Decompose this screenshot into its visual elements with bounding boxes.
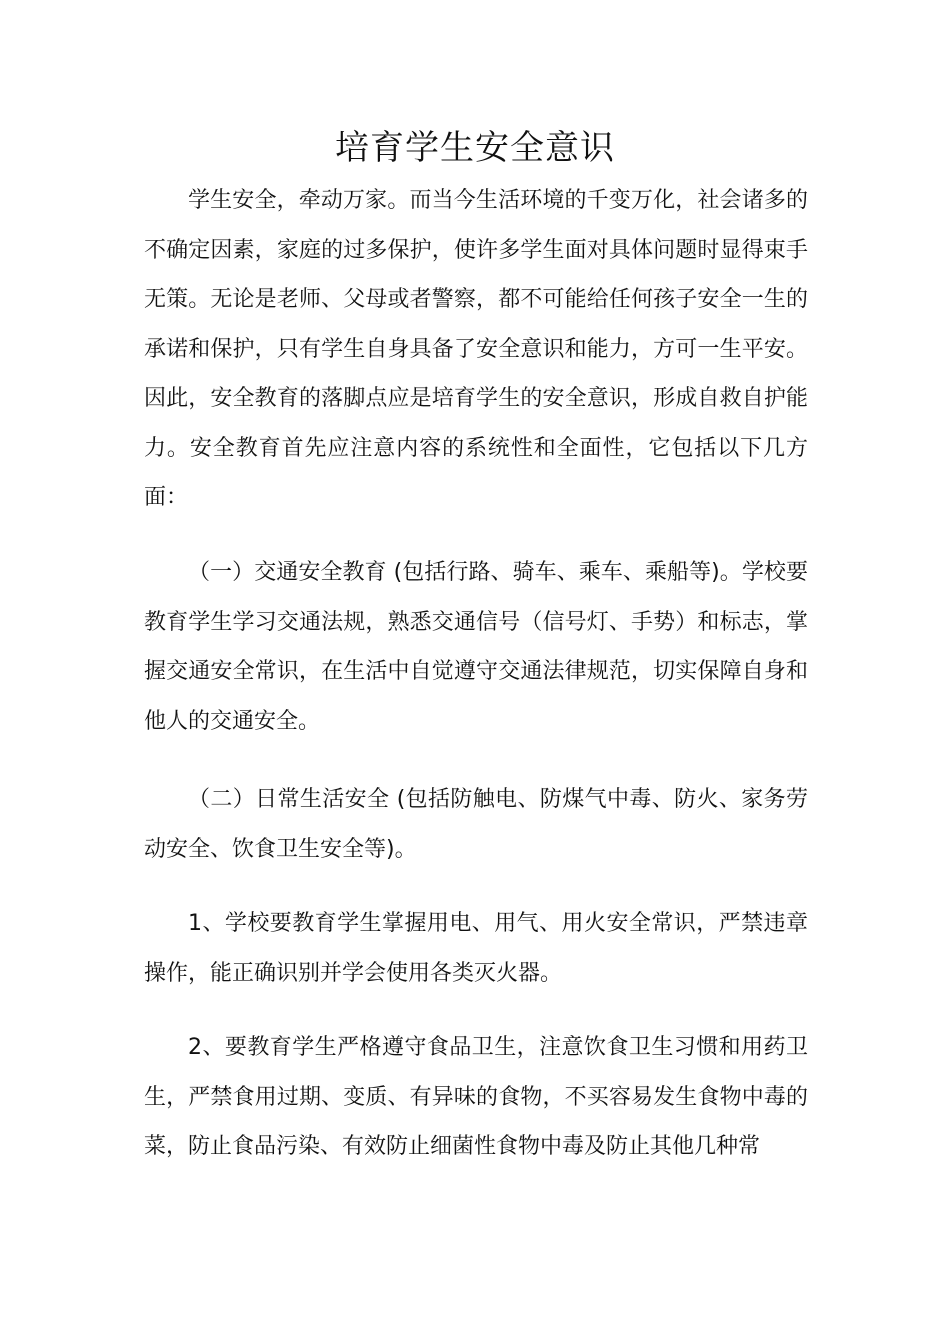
paragraph-item-1: 1、学校要教育学生掌握用电、用气、用火安全常识，严禁违章操作，能正确识别并学会使用各类灭火器。 [144,911,808,986]
paragraph-traffic-safety: （一）交通安全教育 (包括行路、骑车、乘车、乘船等)。学校要教育学生学习交通法规，熟悉交通信号（信号灯、手势）和标志，掌握交通安全常识，在生活中自觉遵守交通法律规范，切实保障自身和他人的交通安全。 [144,560,808,734]
paragraph-daily-life-safety: （二）日常生活安全 (包括防触电、防煤气中毒、防火、家务劳动安全、饮食卫生安全等)。 [144,787,808,862]
document-title: 培育学生安全意识 [335,128,615,168]
paragraph-intro: 学生安全，牵动万家。而当今生活环境的千变万化，社会诸多的不确定因素，家庭的过多保护，使许多学生面对具体问题时显得束手无策。无论是老师、父母或者警察，都不可能给任何孩子安全一生的承诺和保护，只有学生自身具备了安全意识和能力，方可一生平安。因此，安全教育的落脚点应是培育学生的安全意识，形成自救自护能力。安全教育首先应注意内容的系统性和全面性，它包括以下几方面： [144,188,808,510]
paragraph-item-2: 2、要教育学生严格遵守食品卫生，注意饮食卫生习惯和用药卫生，严禁食用过期、变质、有异味的食物，不买容易发生食物中毒的菜，防止食品污染、有效防止细菌性食物中毒及防止其他几种常 [144,1035,808,1159]
